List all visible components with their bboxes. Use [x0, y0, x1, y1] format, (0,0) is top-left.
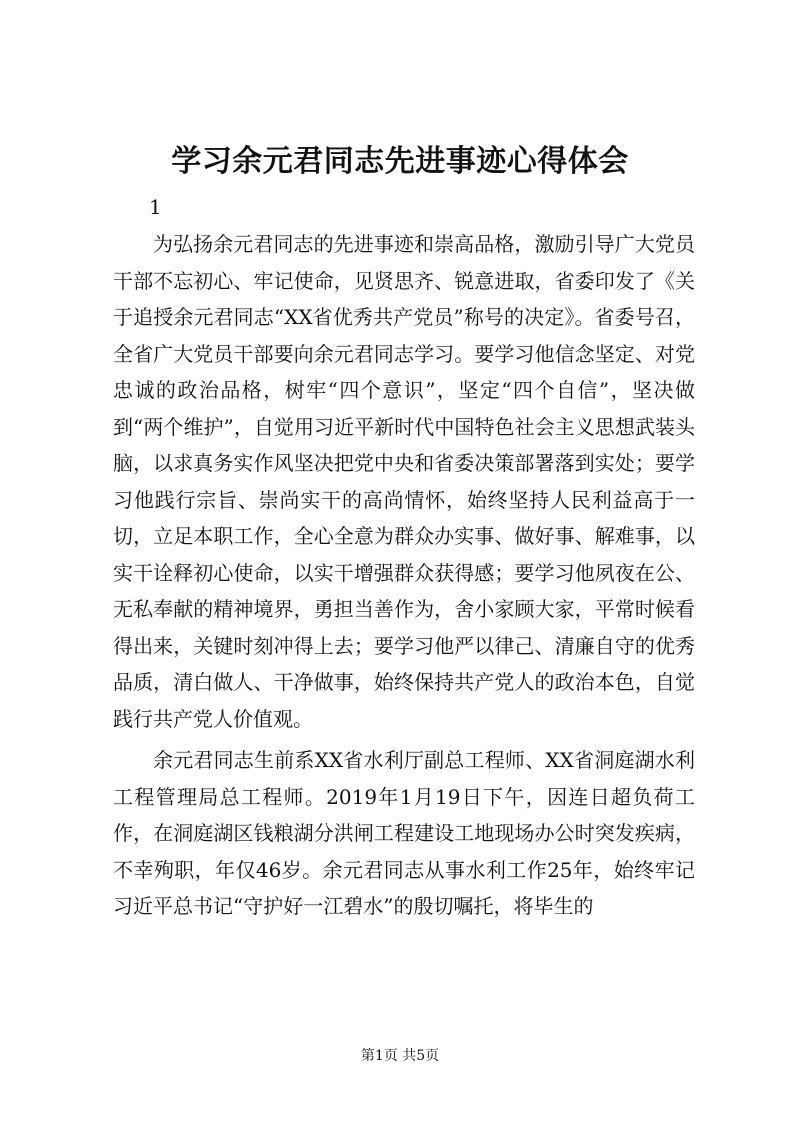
body-paragraph: 为弘扬余元君同志的先进事迹和崇高品格，激励引导广大党员干部不忘初心、牢记使命，见贤思齐、锐意进取，省委印发了《关于追授余元君同志“XX省优秀共产党员”称号的决定》。省委号召，全省广大党员干部要向余元君同志学习。要学习他信念坚定、对党忠诚的政治品格，树牢“四个意识”，坚定“四个自信”，坚决做到“两个维护”，自觉用习近平新时代中国特色社会主义思想武装头脑，以求真务实作风坚决把党中央和省委决策部署落到实处；要学习他践行宗旨、崇尚实干的高尚情怀，始终坚持人民利益高于一切，立足本职工作，全心全意为群众办实事、做好事、解难事，以实干诠释初心使命，以实干增强群众获得感；要学习他夙夜在公、无私奉献的精神境界，勇担当善作为，舍小家顾大家，平常时候看得出来，关键时刻冲得上去；要学习他严以律己、清廉自守的优秀品质，清白做人、干净做事，始终保持共产党人的政治本色，自觉践行共产党人价值观。	[113, 232, 695, 731]
section-number: 1	[149, 195, 162, 219]
document-body	[113, 226, 695, 925]
body-paragraph: 余元君同志生前系XX省水利厅副总工程师、XX省洞庭湖水利工程管理局总工程师。2019年1月19日下午，因连日超负荷工作，在洞庭湖区钱粮湖分洪闸工程建设工地现场办公时突发疾病，不幸殉职，年仅46岁。余元君同志从事水利工作25年，始终牢记习近平总书记“守护好一江碧水”的殷切嘱托，将毕生的	[113, 748, 695, 918]
document-title: 学习余元君同志先进事迹心得体会	[171, 144, 629, 179]
page-footer: 第1页 共5页	[360, 1048, 440, 1064]
